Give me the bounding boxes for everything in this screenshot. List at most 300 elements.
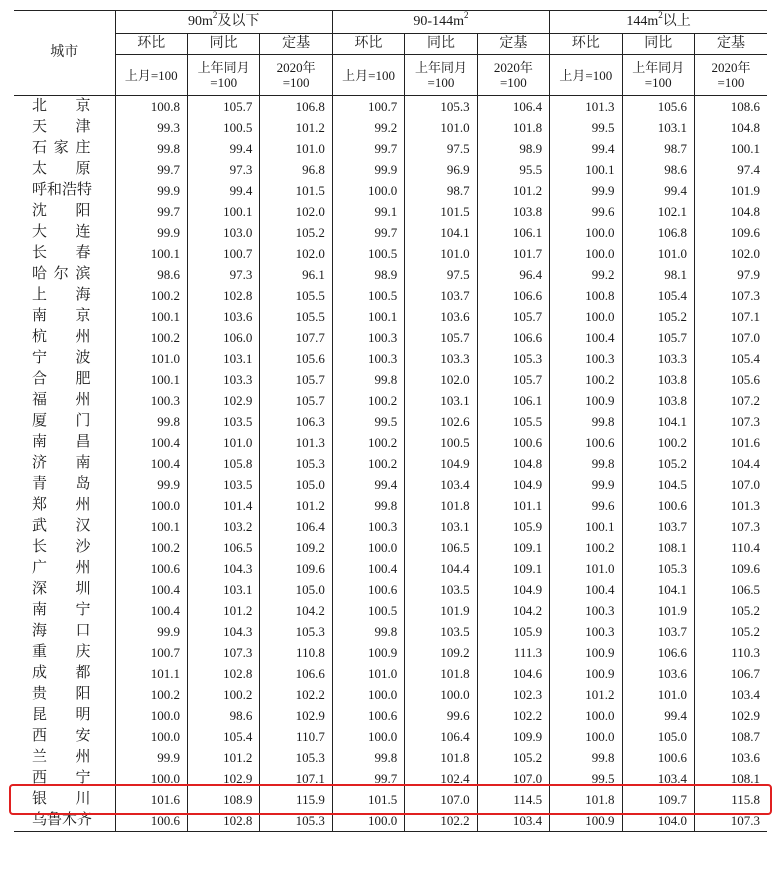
city-name: 郑州 [32,497,91,513]
value-cell: 105.3 [622,558,694,579]
city-cell [14,369,115,390]
value-cell: 103.3 [622,348,694,369]
table-row [14,474,767,495]
value-cell: 105.7 [405,327,477,348]
value-cell: 100.4 [550,579,622,600]
table-row [14,201,767,222]
value-cell: 101.2 [260,117,332,138]
value-cell: 105.9 [477,621,549,642]
value-cell: 102.8 [187,663,259,684]
value-cell: 107.3 [187,642,259,663]
table-row [14,180,767,201]
value-cell: 97.5 [405,138,477,159]
value-cell: 104.3 [187,621,259,642]
value-cell: 106.4 [260,516,332,537]
group-label: 90-144m [413,14,464,29]
value-cell: 101.0 [187,432,259,453]
value-cell: 103.6 [405,306,477,327]
base-header-line: =100 [717,75,745,90]
value-cell: 96.8 [260,159,332,180]
value-cell: 99.6 [405,705,477,726]
value-cell: 100.9 [550,642,622,663]
table-row [14,579,767,600]
value-cell: 105.6 [260,348,332,369]
value-cell: 106.4 [477,96,549,118]
city-name: 长沙 [32,539,91,555]
value-cell: 100.6 [622,495,694,516]
value-cell: 104.6 [477,663,549,684]
city-name: 沈阳 [32,203,91,219]
value-cell: 101.3 [694,495,767,516]
value-cell: 105.7 [260,369,332,390]
sub-header-cell: 同比 [622,34,694,55]
sub-header-cell: 环比 [550,34,622,55]
value-cell: 99.8 [332,747,404,768]
value-cell: 99.8 [332,369,404,390]
table-row [14,705,767,726]
value-cell: 105.0 [260,474,332,495]
city-name: 武汉 [32,518,91,534]
city-cell [14,558,115,579]
base-header-cell [115,55,187,96]
value-cell: 104.5 [622,474,694,495]
value-cell: 98.7 [405,180,477,201]
base-header-line: 上年同月 [414,60,467,75]
value-cell: 102.9 [260,705,332,726]
city-name: 厦门 [32,413,91,429]
base-header-line: 上月=100 [124,67,178,83]
group-header-large [550,11,767,34]
city-cell [14,684,115,705]
value-cell: 100.0 [332,810,404,832]
value-cell: 99.5 [550,768,622,789]
value-cell: 101.8 [405,495,477,516]
value-cell: 105.2 [694,600,767,621]
city-cell [14,306,115,327]
city-name: 深圳 [32,581,91,597]
value-cell: 100.4 [115,453,187,474]
value-cell: 100.0 [332,684,404,705]
city-cell [14,348,115,369]
value-cell: 105.4 [187,726,259,747]
value-cell: 103.1 [405,516,477,537]
sub-header-cell: 环比 [332,34,404,55]
value-cell: 101.9 [694,180,767,201]
value-cell: 100.2 [332,453,404,474]
city-name: 成都 [32,665,91,681]
table-row [14,348,767,369]
value-cell: 100.6 [550,432,622,453]
city-cell [14,264,115,285]
value-cell: 109.1 [477,537,549,558]
value-cell: 99.7 [332,768,404,789]
group-suffix: 以上 [662,14,691,29]
value-cell: 102.3 [477,684,549,705]
value-cell: 100.3 [115,390,187,411]
base-header-line: =100 [210,75,238,90]
value-cell: 109.2 [405,642,477,663]
table-row [14,243,767,264]
table-row [14,726,767,747]
value-cell: 104.9 [405,453,477,474]
city-cell [14,390,115,411]
city-cell [14,726,115,747]
value-cell: 101.6 [694,432,767,453]
value-cell: 98.7 [622,138,694,159]
value-cell: 100.3 [550,621,622,642]
base-header-cell [405,55,477,96]
city-name: 北京 [32,98,91,114]
value-cell: 107.3 [694,411,767,432]
value-cell: 108.9 [187,789,259,810]
value-cell: 101.3 [550,96,622,118]
value-cell: 105.0 [622,726,694,747]
value-cell: 103.1 [187,579,259,600]
city-name: 南昌 [32,434,91,450]
value-cell: 103.5 [405,579,477,600]
value-cell: 105.3 [477,348,549,369]
city-name: 合肥 [32,371,91,387]
value-cell: 100.6 [622,747,694,768]
sub-header-cell: 环比 [115,34,187,55]
table-body [14,96,767,832]
value-cell: 103.1 [187,348,259,369]
value-cell: 95.5 [477,159,549,180]
value-cell: 107.1 [694,306,767,327]
value-cell: 97.5 [405,264,477,285]
value-cell: 106.6 [622,642,694,663]
value-cell: 105.5 [477,411,549,432]
city-cell [14,432,115,453]
value-cell: 99.8 [550,453,622,474]
value-cell: 106.5 [405,537,477,558]
value-cell: 104.0 [622,810,694,832]
base-header-line: 2020年 [276,60,316,75]
value-cell: 101.8 [477,117,549,138]
value-cell: 99.8 [550,747,622,768]
value-cell: 104.1 [405,222,477,243]
value-cell: 100.8 [550,285,622,306]
value-cell: 105.2 [477,747,549,768]
value-cell: 100.7 [187,243,259,264]
value-cell: 100.4 [115,579,187,600]
table-row [14,747,767,768]
value-cell: 100.6 [115,810,187,832]
city-name: 广州 [32,560,91,576]
city-cell [14,243,115,264]
value-cell: 104.2 [477,600,549,621]
value-cell: 100.5 [187,117,259,138]
value-cell: 101.2 [260,495,332,516]
table-row [14,285,767,306]
value-cell: 103.4 [622,768,694,789]
value-cell: 103.7 [405,285,477,306]
value-cell: 101.5 [405,201,477,222]
city-cell [14,747,115,768]
city-name: 贵阳 [32,686,91,702]
value-cell: 99.2 [332,117,404,138]
value-cell: 99.9 [115,747,187,768]
base-header-line: =100 [644,75,672,90]
value-cell: 100.8 [115,96,187,118]
city-cell [14,138,115,159]
value-cell: 102.8 [187,285,259,306]
base-header-cell [622,55,694,96]
value-cell: 110.7 [260,726,332,747]
value-cell: 102.0 [260,243,332,264]
city-name: 石家庄 [32,140,91,156]
base-header-cell [477,55,549,96]
value-cell: 100.1 [115,306,187,327]
table-row [14,222,767,243]
value-cell: 99.8 [332,495,404,516]
value-cell: 100.1 [550,516,622,537]
value-cell: 106.4 [405,726,477,747]
value-cell: 106.7 [694,663,767,684]
base-header-cell [694,55,767,96]
value-cell: 106.1 [477,390,549,411]
value-cell: 100.4 [550,327,622,348]
value-cell: 102.2 [260,684,332,705]
value-cell: 99.4 [622,180,694,201]
table-row [14,537,767,558]
value-cell: 96.9 [405,159,477,180]
value-cell: 100.4 [115,600,187,621]
value-cell: 100.4 [115,432,187,453]
value-cell: 101.2 [550,684,622,705]
city-name: 重庆 [32,644,91,660]
city-name: 福州 [32,392,91,408]
value-cell: 100.9 [550,390,622,411]
value-cell: 100.2 [115,537,187,558]
value-cell: 100.0 [405,684,477,705]
value-cell: 98.9 [477,138,549,159]
city-cell [14,537,115,558]
value-cell: 101.6 [115,789,187,810]
value-cell: 101.0 [260,138,332,159]
city-cell [14,159,115,180]
value-cell: 100.9 [550,810,622,832]
table-row [14,96,767,118]
base-header-cell [187,55,259,96]
value-cell: 97.3 [187,159,259,180]
value-cell: 106.5 [187,537,259,558]
value-cell: 100.3 [332,327,404,348]
value-cell: 105.0 [260,579,332,600]
value-cell: 100.5 [405,432,477,453]
value-cell: 99.4 [550,138,622,159]
sub-header-cell: 定基 [477,34,549,55]
value-cell: 107.2 [694,390,767,411]
table-row-highlighted [14,789,767,810]
value-cell: 105.2 [622,306,694,327]
value-cell: 101.3 [260,432,332,453]
base-header-line: 上年同月 [632,60,685,75]
value-cell: 103.6 [622,663,694,684]
city-name: 天津 [32,119,91,135]
city-cell [14,180,115,201]
value-cell: 99.4 [187,180,259,201]
value-cell: 102.0 [405,369,477,390]
value-cell: 103.4 [477,810,549,832]
city-cell [14,96,115,118]
city-cell [14,474,115,495]
value-cell: 99.8 [115,138,187,159]
city-cell [14,621,115,642]
value-cell: 106.6 [260,663,332,684]
value-cell: 102.9 [187,768,259,789]
value-cell: 103.5 [187,474,259,495]
sub-header-cell: 定基 [694,34,767,55]
value-cell: 106.6 [477,327,549,348]
value-cell: 105.3 [405,96,477,118]
value-cell: 98.9 [332,264,404,285]
value-cell: 101.5 [260,180,332,201]
value-cell: 107.0 [477,768,549,789]
table-row [14,264,767,285]
value-cell: 105.7 [477,369,549,390]
city-cell [14,642,115,663]
value-cell: 104.2 [260,600,332,621]
city-name: 宁波 [32,350,91,366]
value-cell: 107.0 [405,789,477,810]
value-cell: 108.7 [694,726,767,747]
value-cell: 100.2 [622,432,694,453]
value-cell: 100.1 [694,138,767,159]
value-cell: 97.4 [694,159,767,180]
value-cell: 101.0 [405,243,477,264]
value-cell: 101.8 [405,663,477,684]
value-cell: 101.9 [622,600,694,621]
city-cell [14,810,115,832]
group-sup: 2 [212,10,218,21]
value-cell: 107.3 [694,516,767,537]
value-cell: 101.5 [332,789,404,810]
value-cell: 103.6 [694,747,767,768]
value-cell: 99.9 [115,222,187,243]
value-cell: 100.1 [187,201,259,222]
value-cell: 101.0 [622,684,694,705]
value-cell: 109.6 [694,558,767,579]
value-cell: 100.6 [115,558,187,579]
city-name: 杭州 [32,329,91,345]
value-cell: 105.7 [477,306,549,327]
value-cell: 110.8 [260,642,332,663]
city-name: 上海 [32,287,91,303]
group-label: 144m [626,14,659,29]
value-cell: 99.7 [115,159,187,180]
value-cell: 103.6 [187,306,259,327]
value-cell: 100.6 [332,579,404,600]
table-row [14,117,767,138]
value-cell: 101.9 [405,600,477,621]
base-header-line: 上月=100 [342,67,395,83]
value-cell: 101.8 [550,789,622,810]
value-cell: 106.3 [260,411,332,432]
city-cell [14,327,115,348]
base-header-line: 2020年 [493,60,533,75]
city-name: 济南 [32,455,91,471]
value-cell: 99.8 [332,621,404,642]
value-cell: 100.5 [332,600,404,621]
table-row [14,432,767,453]
value-cell: 105.3 [260,747,332,768]
table-row [14,159,767,180]
value-cell: 100.2 [115,285,187,306]
value-cell: 100.1 [115,516,187,537]
city-name: 南京 [32,308,91,324]
value-cell: 104.9 [477,579,549,600]
value-cell: 108.6 [694,96,767,118]
value-cell: 101.1 [477,495,549,516]
value-cell: 101.2 [187,600,259,621]
value-cell: 100.2 [550,537,622,558]
city-cell [14,117,115,138]
value-cell: 99.4 [332,474,404,495]
value-cell: 104.8 [477,453,549,474]
city-cell [14,201,115,222]
value-cell: 104.1 [622,579,694,600]
value-cell: 100.6 [477,432,549,453]
value-cell: 103.4 [694,684,767,705]
base-header-line: =100 [427,75,455,90]
value-cell: 98.6 [622,159,694,180]
value-cell: 103.4 [405,474,477,495]
value-cell: 105.3 [260,810,332,832]
value-cell: 98.1 [622,264,694,285]
value-cell: 99.8 [550,411,622,432]
value-cell: 109.7 [622,789,694,810]
value-cell: 104.3 [187,558,259,579]
value-cell: 100.0 [550,243,622,264]
value-cell: 114.5 [477,789,549,810]
value-cell: 102.2 [405,810,477,832]
value-cell: 100.2 [332,432,404,453]
table-row [14,390,767,411]
value-cell: 99.3 [115,117,187,138]
value-cell: 100.0 [115,726,187,747]
value-cell: 98.6 [115,264,187,285]
value-cell: 103.5 [187,411,259,432]
value-cell: 103.3 [187,369,259,390]
city-cell [14,285,115,306]
value-cell: 109.2 [260,537,332,558]
value-cell: 96.1 [260,264,332,285]
value-cell: 100.2 [187,684,259,705]
table-row [14,621,767,642]
value-cell: 102.9 [187,390,259,411]
value-cell: 102.1 [622,201,694,222]
price-index-table-container [14,10,767,832]
sub-header-row [14,34,767,55]
city-cell [14,579,115,600]
value-cell: 105.7 [622,327,694,348]
table-header [14,11,767,96]
value-cell: 111.3 [477,642,549,663]
sub-header-cell: 同比 [187,34,259,55]
value-cell: 100.2 [332,390,404,411]
value-cell: 100.0 [332,726,404,747]
value-cell: 110.3 [694,642,767,663]
value-cell: 109.6 [260,558,332,579]
value-cell: 100.3 [550,600,622,621]
table-row [14,453,767,474]
value-cell: 101.0 [550,558,622,579]
base-header-line: 上年同月 [197,60,250,75]
value-cell: 100.5 [332,285,404,306]
value-cell: 102.0 [694,243,767,264]
value-cell: 107.0 [694,327,767,348]
